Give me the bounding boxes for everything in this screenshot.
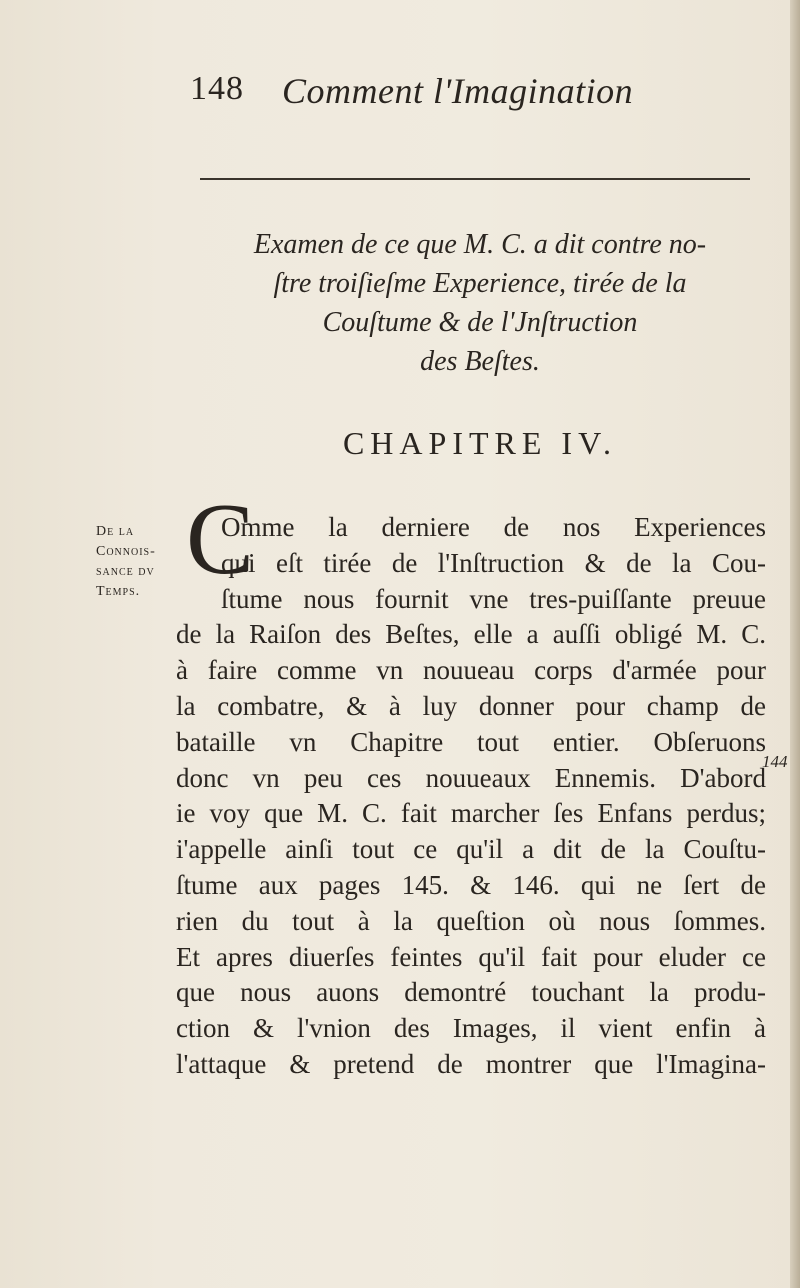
text-line: i'appelle ainſi tout ce qu'il a dit de la Couſtu- (176, 834, 766, 865)
side-note: 144 (762, 752, 788, 771)
margin-note (96, 522, 186, 602)
text-line: Et apres diuerſes feintes qu'il fait pour eluder ce (176, 941, 766, 972)
header-rule (200, 178, 750, 180)
text-line: Omme la derniere de nos Experiences (221, 512, 766, 542)
page-header (190, 70, 710, 120)
text-line: l'attaque & pretend de montrer que l'Imagina- (176, 1048, 766, 1079)
text-line: rien du tout à la queſtion où nous ſommes. (176, 905, 766, 936)
chapter-heading: CHAPITRE IV. (342, 425, 618, 461)
text-line: à faire comme vn nouueau corps d'armée pour (176, 655, 766, 686)
margin-note-line: Connois- (96, 544, 156, 559)
section-title-line: Examen de ce que M. C. a dit contre no- (253, 229, 707, 260)
body-text (176, 510, 766, 1083)
text-line: donc vn peu ces nouueaux Ennemis. D'abord (176, 762, 766, 793)
text-line: ction & l'vnion des Images, il vient enfin à (176, 1013, 766, 1044)
running-title: Comment l'Imagination (282, 71, 634, 111)
margin-note-line: Temps. (96, 584, 141, 599)
text-line: de la Raiſon des Beſtes, elle a auſſi obligé M. C. (176, 619, 766, 650)
text-line: ie voy que M. C. fait marcher ſes Enfans perdus; (176, 798, 766, 829)
text-line: bataille vn Chapitre tout entier. Obſeruons (176, 726, 766, 757)
section-title-line: des Beſtes. (420, 346, 540, 377)
text-line: ſtume aux pages 145. & 146. qui ne ſert de (176, 869, 766, 900)
page-edge (790, 0, 800, 1288)
margin-note-line: De la (96, 524, 135, 539)
drop-cap: C (186, 483, 255, 596)
page-number: 148 (190, 70, 244, 107)
text-line: qui eſt tirée de l'Inſtruction & de la Cou- (221, 547, 766, 578)
text-line: ſtume nous fournit vne tres-puiſſante preuue (221, 583, 766, 614)
section-title-line: ſtre troiſieſme Experience, tirée de la (273, 268, 687, 299)
margin-note-line: sance dv (96, 564, 155, 579)
text-line: la combatre, & à luy donner pour champ de (176, 690, 766, 721)
section-title-line: Couſtume & de l'Jnſtruction (322, 307, 638, 338)
text-line: que nous auons demontré touchant la produ- (176, 977, 766, 1008)
section-title (200, 225, 760, 381)
